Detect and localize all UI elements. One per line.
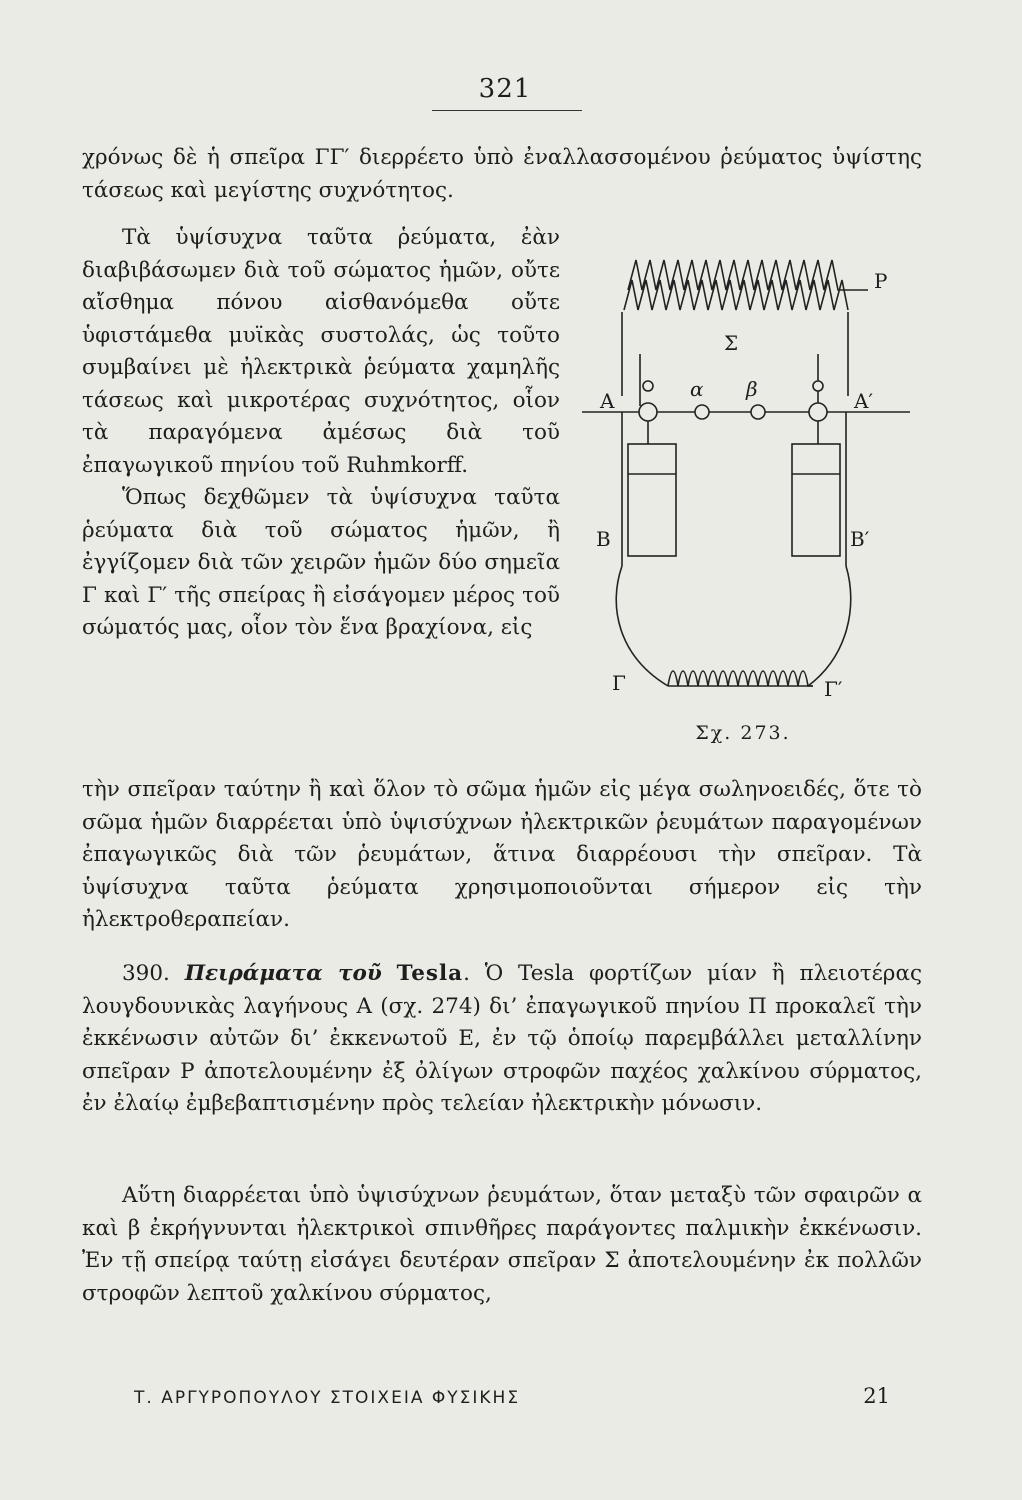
footer-folio: 21 (863, 1384, 890, 1408)
paragraph-spark (82, 1180, 922, 1310)
tesla-coil-diagram (578, 246, 918, 736)
paragraph-solenoid: τὴν σπεῖραν ταύτην ἢ καὶ ὅλον τὸ σῶμα ἡμῶν εἰς μέγα σωληνοειδές, ὅτε τὸ σῶμα ἡμῶν διαρρέεται ὑπὸ ὑψισύχνων ἠλεκτρικῶν ῥευμάτων παραγομένων ἐπαγωγικῶς διὰ τῶν ῥευμάτων, ἅτινα διαρρέουσι τὴν σπεῖραν. Τὰ ὑψίσυχνα ταῦτα ῥεύματα χρησιμοποιοῦνται σήμερον εἰς τὴν ἠλεκτροθεραπείαν. (82, 777, 922, 932)
page-number: 321 (478, 74, 532, 104)
label-b-prime: B′ (850, 527, 870, 551)
section-title: Πειράματα τοῦ (184, 961, 382, 986)
intro-paragraph (82, 142, 922, 207)
intro-text: χρόνως δὲ ἡ σπεῖρα ΓΓ′ διερρέετο ὑπὸ ἐναλλασσομένου ῥεύματος ὑψίστης τάσεως καὶ μεγίστης συχνότητος. (82, 145, 922, 203)
leyden-jar-right (792, 444, 840, 556)
label-alpha: α (690, 377, 704, 401)
section-number: 390. (122, 961, 170, 986)
label-a: A (600, 389, 615, 413)
coil-loops-bottom (668, 671, 813, 686)
figure-caption: Σχ. 273. (695, 722, 791, 744)
wrapped-text-column (82, 222, 560, 645)
section-title-name: Tesla (396, 961, 464, 986)
label-gamma-prime: Γ′ (824, 677, 843, 701)
leyden-jar-left (628, 444, 676, 556)
label-a-prime: A′ (854, 389, 873, 413)
label-gamma: Γ (612, 671, 626, 695)
paragraph-high-frequency: Τὰ ὑψίσυχνα ταῦτα ῥεύματα, ἐὰν διαβιβάσωμεν διὰ τοῦ σώματος ἡμῶν, οὔτε αἴσθημα πόνου αἰσθανόμεθα οὔτε ὑφιστάμεθα μυϊκὰς συστολάς, ὡς τοῦτο συμβαίνει μὲ ἠλεκτρικὰ ῥεύματα χαμηλῆς τάσεως καὶ μικροτέρας συχνότητος, οἷον τὰ παραγόμενα ἀμέσως διὰ τοῦ ἐπαγωγικοῦ πηνίου τοῦ Ruhmkorff. (82, 225, 560, 478)
footer-signature: Τ. ΑΡΓΥΡΟΠΟΥΛΟΥ ΣΤΟΙΧΕΙΑ ΦΥΣΙΚΗΣ (134, 1388, 521, 1408)
paragraph-reception-wrapped: Ὅπως δεχθῶμεν τὰ ὑψίσυχνα ταῦτα ῥεύματα διὰ τοῦ σώματος ἡμῶν, ἢ ἐγγίζομεν διὰ τῶν χειρῶν ἡμῶν δύο σημεῖα Γ καὶ Γ′ τῆς σπείρας ἢ εἰσάγομεν μέρος τοῦ σώματός μας, οἷον τὸν ἕνα βραχίονα, εἰς (82, 485, 560, 640)
section-text: . Ὁ Tesla φορτίζων μίαν ἢ πλειοτέρας λουγδουνικὰς λαγήνους Α (σχ. 274) δι’ ἐπαγωγικοῦ πηνίου Π προκαλεῖ τὴν ἐκκένωσιν αὐτῶν δι’ ἐκκενωτοῦ Ε, ἐν τῷ ὁποίῳ παρεμβάλλει μεταλλίνην σπεῖραν Ρ ἀποτελουμένην ἐξ ὀλίγων στροφῶν παχέος χαλκίνου σύρματος, ἐν ἐλαίῳ ἐμβεβαπτισμένην πρὸς τελείαν ἠλεκτρικὴν μόνωσιν. (82, 961, 923, 1116)
section-390 (82, 958, 922, 1121)
paragraph-full-width (82, 774, 922, 937)
label-b: B (596, 527, 611, 551)
label-beta: β (746, 377, 758, 401)
figure-273 (578, 246, 918, 766)
label-sigma: Σ (724, 331, 739, 355)
page-number-rule (432, 110, 582, 111)
paragraph-spark-text: Αὕτη διαρρέεται ὑπὸ ὑψισύχνων ῥευμάτων, ὅταν μεταξὺ τῶν σφαιρῶν α καὶ β ἐκρήγνυνται ἠλεκτρικοὶ σπινθῆρες παράγοντες παλμικὴν ἐκκένωσιν. Ἐν τῇ σπείρᾳ ταύτῃ εἰσάγει δευτέραν σπεῖραν Σ ἀποτελουμένην ἐκ πολλῶν στροφῶν λεπτοῦ χαλκίνου σύρματος, (82, 1183, 922, 1306)
label-p: P (874, 269, 888, 293)
